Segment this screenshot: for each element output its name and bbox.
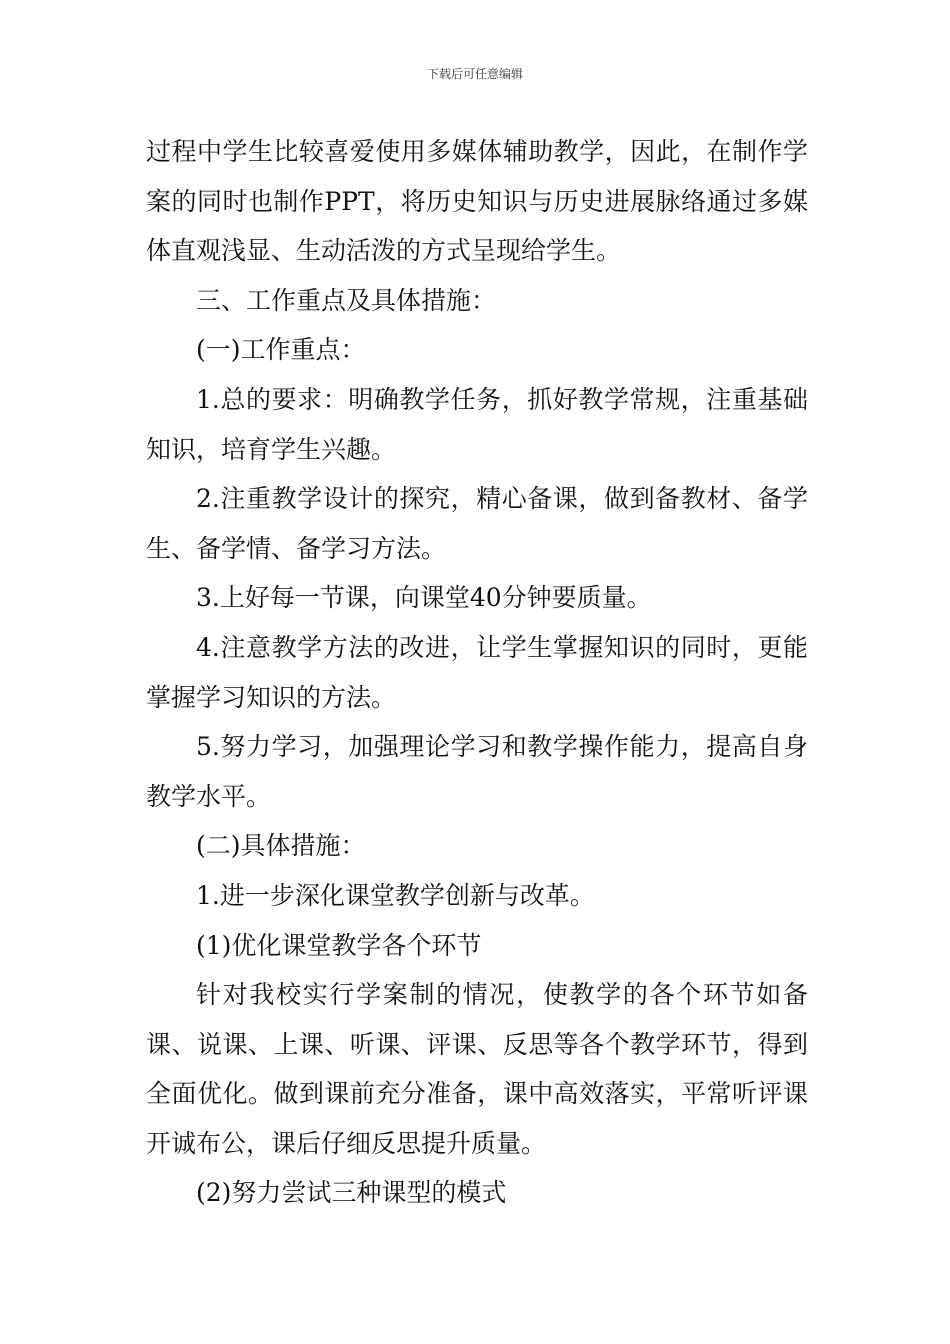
sub-list-item: (2)努力尝试三种课型的模式 (196, 1178, 507, 1208)
list-item: 1.总的要求：明确教学任务，抓好教学常规，注重基础知识，培育学生兴趣。 (146, 384, 808, 464)
document-body (146, 127, 808, 1218)
list-item: 2.注重教学设计的探究，精心备课，做到备教材、备学生、备学情、备学习方法。 (146, 484, 808, 563)
paragraph: 针对我校实行学案制的情况，使教学的各个环节如备课、说课、上课、听课、评课、反思等各个教学环节，得到全面优化。做到课前充分准备，课中高效落实，平常听评课开诚布公，课后仔细反思提升质量。 (146, 980, 808, 1158)
list-item: 4.注意教学方法的改进，让学生掌握知识的同时，更能掌握学习知识的方法。 (146, 632, 808, 712)
sub-list-item: (1)优化课堂教学各个环节 (196, 930, 482, 960)
list-item: 5.努力学习，加强理论学习和教学操作能力，提高自身教学水平。 (146, 732, 808, 811)
page-header: 下载后可任意编辑 (426, 67, 523, 81)
subsection-heading: (一)工作重点： (196, 335, 366, 365)
paragraph-continuation: 过程中学生比较喜爱使用多媒体辅助教学，因此，在制作学案的同时也制作PPT，将历史知识与历史进展脉络通过多媒体直观浅显、生动活泼的方式呈现给学生。 (146, 137, 808, 266)
list-item: 1.进一步深化课堂教学创新与改革。 (196, 880, 595, 910)
section-heading: 三、工作重点及具体措施： (196, 285, 497, 315)
subsection-heading: (二)具体措施： (196, 831, 366, 861)
list-item: 3.上好每一节课，向课堂40分钟要质量。 (196, 583, 652, 613)
